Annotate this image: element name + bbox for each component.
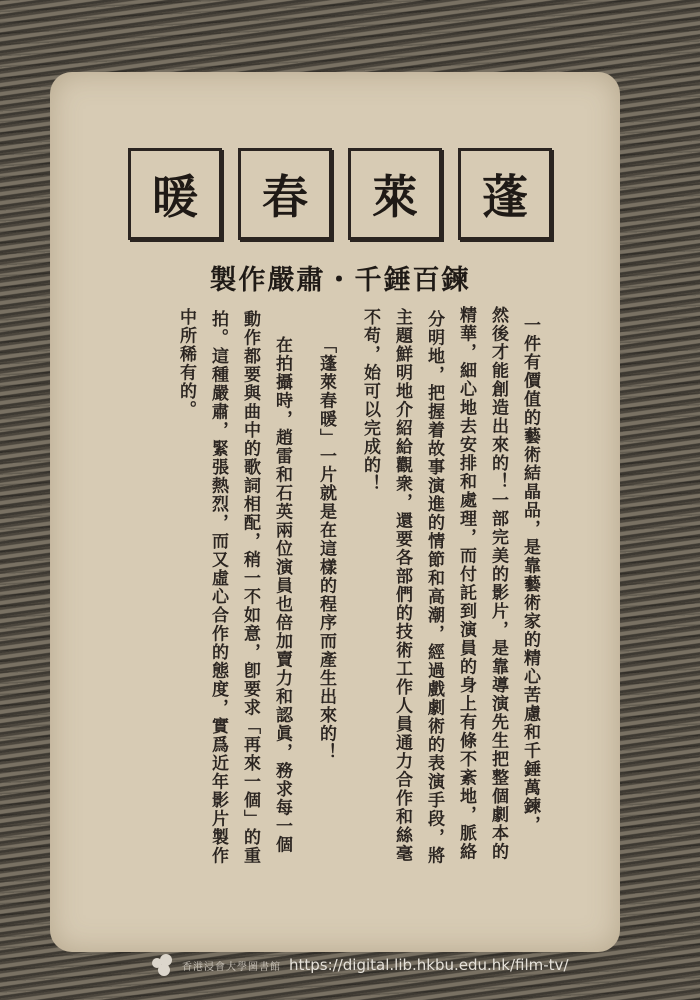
text-column-7: 「蓬萊春暖」一片就是在這樣的程序而產生出來的！ [316,336,336,762]
text-column-4: 分明地，把握着故事演進的情節和高潮，經過戲劇術的表演手段，將 [424,310,444,865]
library-name: 香港浸會大學圖書館 [182,961,281,973]
subtitle: 製作嚴肅・千錘百鍊 [209,265,471,296]
text-column-11: 中所稀有的。 [176,308,196,419]
watermark-footer [150,951,570,979]
text-column-10: 拍。這種嚴肅，緊張熱烈，而又虛心合作的態度，實爲近年影片製作 [208,310,228,865]
text-column-9: 動作都要與曲中的歌詞相配，稍一不如意，卽要求「再來一個」的重 [240,310,260,865]
library-logo-icon [150,954,176,976]
text-column-3: 精華，細心地去安排和處理，而付託到演員的身上有條不紊地，脈絡 [456,306,476,861]
article-card [50,72,620,952]
title-char-box-4: 暖 [128,148,222,240]
title-char-box-2: 萊 [348,148,442,240]
title-char-box-3: 春 [238,148,332,240]
source-url: https://digital.lib.hkbu.edu.hk/film-tv/ [289,956,569,974]
text-column-8: 在拍攝時，趙雷和石英兩位演員也倍加賣力和認眞，務求每一個 [272,336,292,854]
film-title [128,148,548,238]
article-body [118,306,540,865]
text-column-2: 然後才能創造出來的！一部完美的影片，是靠導演先生把整個劇本的 [488,306,508,861]
text-column-6: 不苟，始可以完成的！ [360,308,380,493]
text-column-5: 主題鮮明地介紹給觀衆，還要各部們的技術工作人員通力合作和絲毫 [392,308,412,863]
text-column-1: 一件有價值的藝術結晶品，是靠藝術家的精心苦慮和千錘萬鍊， [520,316,540,834]
title-char-box-1: 蓬 [458,148,552,240]
